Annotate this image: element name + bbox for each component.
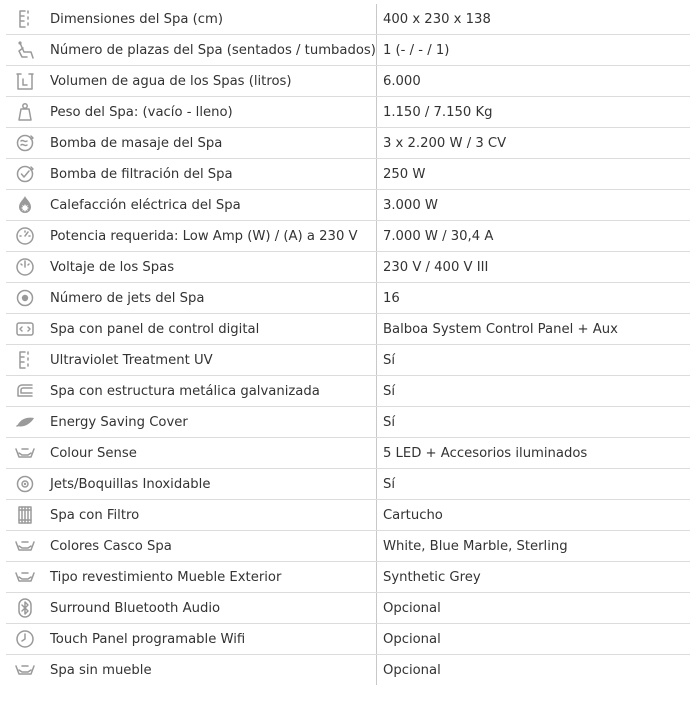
filtration-pump-icon [6, 159, 44, 190]
spa-shell-icon [6, 655, 44, 686]
spec-value: Sí [376, 345, 690, 376]
spec-value: Synthetic Grey [376, 562, 690, 593]
leaf-icon [6, 407, 44, 438]
spec-row [6, 221, 690, 252]
spec-row [6, 376, 690, 407]
spec-value: Balboa System Control Panel + Aux [376, 314, 690, 345]
spec-label: Spa sin mueble [44, 655, 376, 686]
spec-row [6, 97, 690, 128]
spec-row [6, 562, 690, 593]
spec-row [6, 190, 690, 221]
control-panel-icon [6, 314, 44, 345]
spec-row [6, 624, 690, 655]
spec-label: Número de jets del Spa [44, 283, 376, 314]
seat-icon [6, 35, 44, 66]
spec-row [6, 159, 690, 190]
spec-label: Bomba de filtración del Spa [44, 159, 376, 190]
spec-label: Energy Saving Cover [44, 407, 376, 438]
spec-label: Peso del Spa: (vacío - lleno) [44, 97, 376, 128]
spec-label: Colores Casco Spa [44, 531, 376, 562]
metal-frame-icon [6, 376, 44, 407]
spec-value: 6.000 [376, 66, 690, 97]
spec-label: Spa con Filtro [44, 500, 376, 531]
dimensions-icon [6, 4, 44, 35]
spec-row [6, 128, 690, 159]
spec-label: Tipo revestimiento Mueble Exterior [44, 562, 376, 593]
spec-row [6, 438, 690, 469]
spec-value: Opcional [376, 593, 690, 624]
water-volume-icon [6, 66, 44, 97]
spec-label: Voltaje de los Spas [44, 252, 376, 283]
spec-label: Ultraviolet Treatment UV [44, 345, 376, 376]
spec-value: Sí [376, 469, 690, 500]
spec-value: Sí [376, 407, 690, 438]
spa-shell-icon [6, 531, 44, 562]
voltage-gauge-icon [6, 252, 44, 283]
spec-label: Colour Sense [44, 438, 376, 469]
bluetooth-icon [6, 593, 44, 624]
spa-specifications-table [6, 4, 690, 685]
spec-row [6, 345, 690, 376]
spec-row [6, 531, 690, 562]
spec-row [6, 593, 690, 624]
spec-label: Dimensiones del Spa (cm) [44, 4, 376, 35]
spec-row [6, 283, 690, 314]
spa-shell-icon [6, 562, 44, 593]
spec-row [6, 469, 690, 500]
spec-label: Jets/Boquillas Inoxidable [44, 469, 376, 500]
spec-value: 250 W [376, 159, 690, 190]
heater-flame-icon [6, 190, 44, 221]
spec-label: Bomba de masaje del Spa [44, 128, 376, 159]
spec-value: 230 V / 400 V III [376, 252, 690, 283]
jets-icon [6, 283, 44, 314]
spec-row [6, 314, 690, 345]
spa-shell-icon [6, 438, 44, 469]
spec-value: 1.150 / 7.150 Kg [376, 97, 690, 128]
spec-label: Número de plazas del Spa (sentados / tumbados) [44, 35, 376, 66]
spec-row [6, 500, 690, 531]
spec-label: Potencia requerida: Low Amp (W) / (A) a 230 V [44, 221, 376, 252]
jet-nozzle-icon [6, 469, 44, 500]
clock-gauge-icon [6, 624, 44, 655]
massage-pump-icon [6, 128, 44, 159]
spec-value: 3 x 2.200 W / 3 CV [376, 128, 690, 159]
spec-value: 16 [376, 283, 690, 314]
spec-value: Cartucho [376, 500, 690, 531]
spec-value: 400 x 230 x 138 [376, 4, 690, 35]
uv-lamp-icon [6, 345, 44, 376]
spec-row [6, 252, 690, 283]
spec-table-body [6, 4, 690, 685]
spec-value: 1 (- / - / 1) [376, 35, 690, 66]
spec-label: Touch Panel programable Wifi [44, 624, 376, 655]
spec-label: Calefacción eléctrica del Spa [44, 190, 376, 221]
spec-value: Opcional [376, 624, 690, 655]
power-gauge-icon [6, 221, 44, 252]
weight-icon [6, 97, 44, 128]
filter-cartridge-icon [6, 500, 44, 531]
spec-label: Surround Bluetooth Audio [44, 593, 376, 624]
spec-value: Sí [376, 376, 690, 407]
spec-row [6, 35, 690, 66]
spec-value: 3.000 W [376, 190, 690, 221]
spec-row [6, 66, 690, 97]
spec-label: Spa con estructura metálica galvanizada [44, 376, 376, 407]
spec-label: Volumen de agua de los Spas (litros) [44, 66, 376, 97]
spec-row [6, 407, 690, 438]
spec-row [6, 4, 690, 35]
spec-label: Spa con panel de control digital [44, 314, 376, 345]
spec-value: White, Blue Marble, Sterling [376, 531, 690, 562]
spec-value: 7.000 W / 30,4 A [376, 221, 690, 252]
spec-value: Opcional [382, 662, 441, 678]
spec-row [6, 655, 690, 686]
spec-value: 5 LED + Accesorios iluminados [376, 438, 690, 469]
